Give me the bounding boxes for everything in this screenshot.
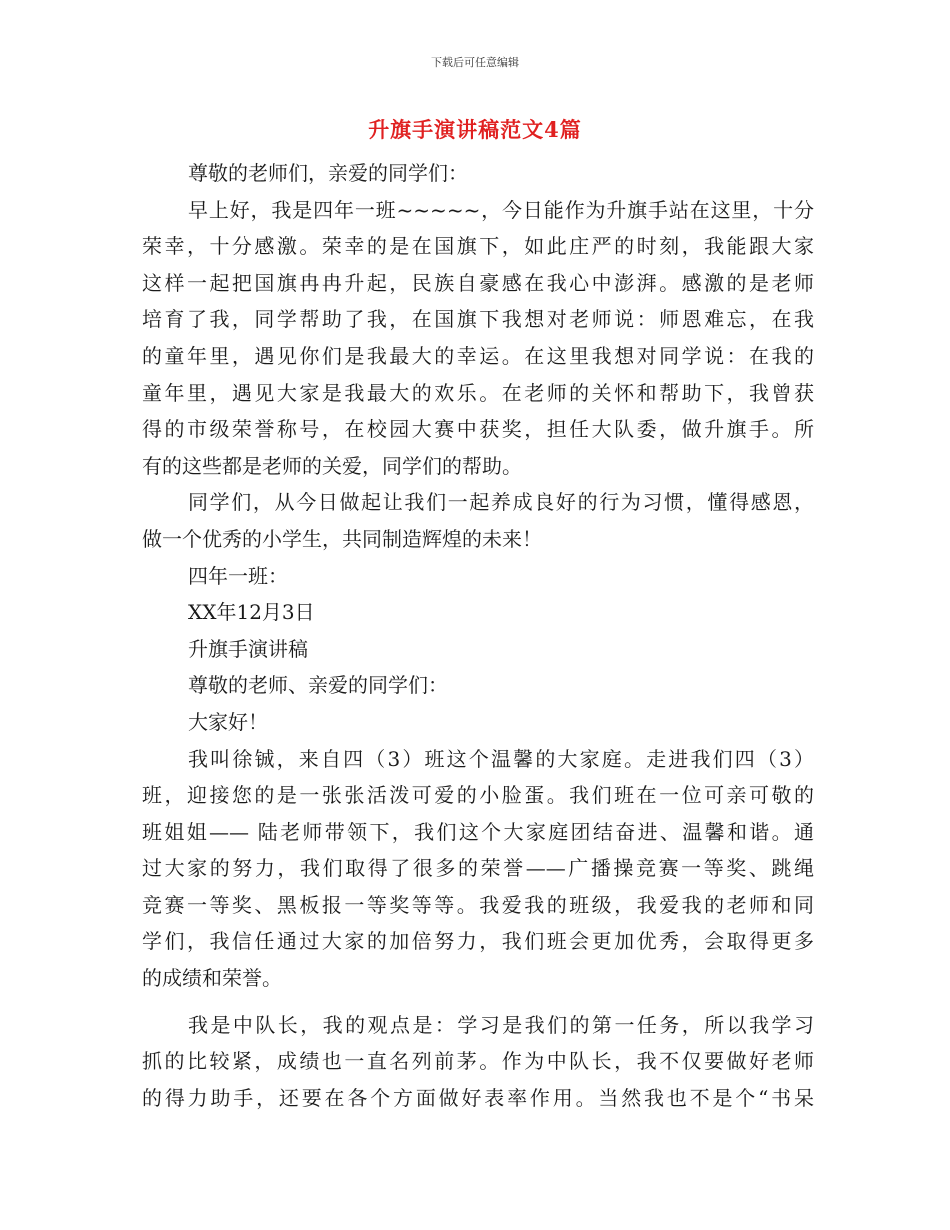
page-header-note: 下载后可任意编辑 <box>431 56 519 69</box>
paragraph-line: 培育了我，同学帮助了我，在国旗下我想对老师说：师恩难忘，在我 <box>142 307 814 332</box>
paragraph-line: 我叫徐铖，来自四（3）班这个温馨的大家庭。走进我们四（3） <box>188 746 814 771</box>
paragraph-line: 竞赛一等奖、黑板报一等奖等等。我爱我的班级，我爱我的老师和同 <box>142 892 814 917</box>
greeting-line: 尊敬的老师们，亲爱的同学们： <box>188 161 468 185</box>
document-title: 升旗手演讲稿范文4篇 <box>368 117 582 142</box>
signature-date: XX年12月3日 <box>188 600 315 625</box>
paragraph-line: 学们，我信任通过大家的加倍努力，我们班会更加优秀，会取得更多 <box>142 929 814 954</box>
paragraph-line: 荣幸，十分感激。荣幸的是在国旗下，如此庄严的时刻，我能跟大家 <box>142 234 814 259</box>
paragraph-line: 我是中队长，我的观点是：学习是我们的第一任务，所以我学习 <box>188 1012 814 1037</box>
section-heading: 升旗手演讲稿 <box>188 636 308 661</box>
paragraph-line: 的成绩和荣誉。 <box>142 966 282 991</box>
paragraph-line: 同学们，从今日做起让我们一起养成良好的行为习惯，懂得感恩， <box>188 490 814 515</box>
paragraph-line: 的童年里，遇见你们是我最大的幸运。在这里我想对同学说：在我的 <box>142 343 814 368</box>
paragraph-line: 这样一起把国旗冉冉升起，民族自豪感在我心中澎湃。感激的是老师 <box>142 270 814 295</box>
paragraph-line: 得的市级荣誉称号，在校园大赛中获奖，担任大队委，做升旗手。所 <box>142 417 814 442</box>
paragraph-line: 童年里，遇见大家是我最大的欢乐。在老师的关怀和帮助下，我曾获 <box>142 380 814 405</box>
signature-class: 四年一班： <box>188 563 288 588</box>
greeting-line: 大家好！ <box>188 709 268 734</box>
document-body <box>142 155 814 1116</box>
greeting-line: 尊敬的老师、亲爱的同学们： <box>188 673 448 698</box>
paragraph-line: 早上好，我是四年一班~~~~~，今日能作为升旗手站在这里，十分 <box>188 197 814 222</box>
paragraph-line: 班，迎接您的是一张张活泼可爱的小脸蛋。我们班在一位可亲可敬的 <box>142 783 814 808</box>
paragraph-line: 的得力助手，还要在各个方面做好表率作用。当然我也不是个“书呆 <box>142 1085 814 1110</box>
paragraph-line: 做一个优秀的小学生，共同制造辉煌的未来！ <box>142 526 542 551</box>
paragraph-line: 有的这些都是老师的关爱，同学们的帮助。 <box>142 453 522 478</box>
paragraph-line: 过大家的努力，我们取得了很多的荣誉——广播操竞赛一等奖、跳绳 <box>142 856 814 881</box>
paragraph-line: 班姐姐—— 陆老师带领下，我们这个大家庭团结奋进、温馨和谐。通 <box>142 819 814 844</box>
paragraph-line: 抓的比较紧，成绩也一直名列前茅。作为中队长，我不仅要做好老师 <box>142 1049 814 1074</box>
